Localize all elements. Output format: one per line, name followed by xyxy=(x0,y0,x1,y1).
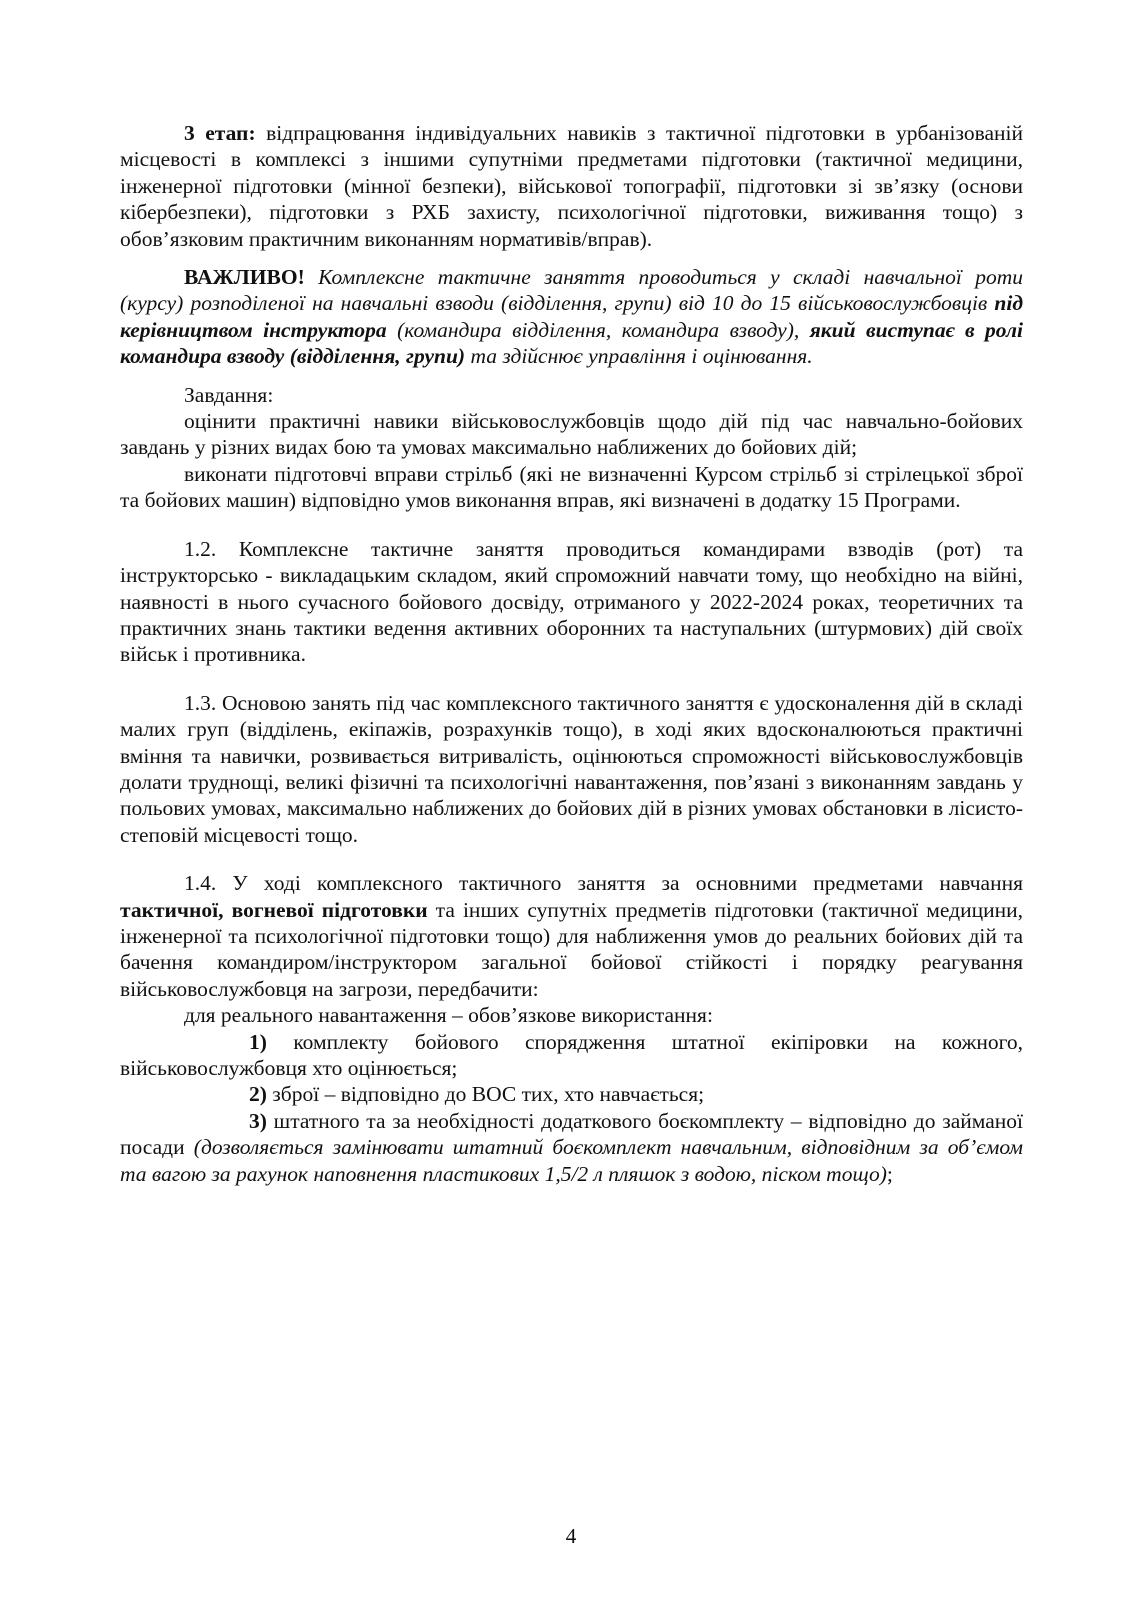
load-item-3-number: 3) xyxy=(249,1108,267,1133)
load-heading: для реального навантаження – обов’язкове використання: xyxy=(184,1003,713,1028)
stage-3-paragraph xyxy=(120,120,1023,252)
important-text-1: Комплексне тактичне заняття проводиться у складі навчальної роти (курсу) розподіленої на навчальні взводи (відділення, групи) від 10 до 15 військовослужбовців xyxy=(120,265,1023,316)
load-item-1 xyxy=(120,1029,1023,1082)
load-item-2 xyxy=(120,1081,1023,1107)
section-1-4-paragraph xyxy=(120,870,1023,1002)
task-item-2: виконати підготовчі вправи стрільб (які не визначенні Курсом стрільб зі стрілецької зброї та бойових машин) відповідно умов виконання вправ, які визначені в додатку 15 Програми. xyxy=(120,461,1023,513)
stage-3-text: відпрацювання індивідуальних навиків з тактичної підготовки в урбанізованій місцевості в комплексі з іншими супутніми предметами підготовки (тактичної медицини, інженерної підготовки (мінної безпеки), військової топографії, підготовки зі зв’язку (основи кібербезпеки), підготовки з РХБ захисту, психологічної підготовки, виживання тощо) з обов’язковим практичним виконанням нормативів/вправ). xyxy=(120,121,1023,251)
load-item-3-note: (дозволяється замінювати штатний боєкомплект навчальним, відповідним за об’ємом та вагою за рахунок наповнення пластикових 1,5/2 л пляшок з водою, піском тощо) xyxy=(120,1135,1023,1186)
stage-3-lead: 3 етап: xyxy=(184,121,256,145)
load-item-3 xyxy=(120,1108,1023,1187)
page-content xyxy=(120,120,1023,1187)
important-text-2: (командира відділення, командира взводу), xyxy=(386,317,810,342)
load-item-2-number: 2) xyxy=(249,1082,267,1107)
important-bold-1: під керівництвом інструктора xyxy=(120,291,1023,342)
section-1-4-text-2: та інших супутніх предметів підготовки (тактичної медицини, інженерної та психологічної підготовки тощо) для наближення умов до реальних бойових дій та бачення командиром/інструктором загальної бойової стійкості і порядку реагування військовослужбовця на загрози, передбачити: xyxy=(120,897,1023,1001)
section-1-2-paragraph: 1.2. Комплексне тактичне заняття проводиться командирами взводів (рот) та інструкторсько - викладацьким складом, який спроможний навчати тому, що необхідно на війні, наявності в нього сучасного бойового досвіду, отриманого у 2022-2024 роках, теоретичних та практичних знань тактики ведення активних оборонних та наступальних (штурмових) дій своїх військ і противника. xyxy=(120,536,1023,667)
section-1-4-bold: тактичної, вогневої підготовки xyxy=(120,897,428,922)
section-1-3-paragraph: 1.3. Основою занять під час комплексного тактичного заняття є удосконалення дій в складі малих груп (відділень, екіпажів, розрахунків тощо), в ході яких вдосконалюються практичні вміння та навички, розвивається витривалість, оцінюються спроможності військовослужбовців долати труднощі, великі фізичні та психологічні навантаження, пов’язані з виконанням завдань у польових умовах, максимально наближених до бойових дій в різних умовах обстановки в лісисто-степовій місцевості тощо. xyxy=(120,690,1023,847)
important-lead: ВАЖЛИВО! xyxy=(184,265,305,290)
load-item-1-number: 1) xyxy=(249,1029,267,1054)
load-item-3-text: штатного та за необхідності додаткового боєкомплекту – відповідно до займаної посади xyxy=(120,1108,1023,1160)
task-item-1: оцінити практичні навики військовослужбовців щодо дій під час навчально-бойових завдань у різних видах бою та умовах максимально наближених до бойових дій; xyxy=(120,409,1023,460)
load-item-2-text: зброї – відповідно до ВОС тих, хто навчається; xyxy=(266,1082,705,1107)
tasks-heading: Завдання: xyxy=(184,382,274,407)
section-1-4-text-1: 1.4. У ході комплексного тактичного заняття за основними предметами навчання xyxy=(184,871,1023,896)
page-number: 4 xyxy=(565,1524,577,1548)
load-item-1-text: комплекту бойового спорядження штатної екіпіровки на кожного, військовослужбовця хто оцінюється; xyxy=(120,1029,1023,1080)
important-text-3: та здійснює управління і оцінювання. xyxy=(465,344,813,369)
important-bold-2: який виступає в ролі командира взводу (відділення, групи) xyxy=(120,317,1023,369)
load-item-3-end: ; xyxy=(886,1161,893,1186)
important-paragraph xyxy=(120,264,1023,370)
